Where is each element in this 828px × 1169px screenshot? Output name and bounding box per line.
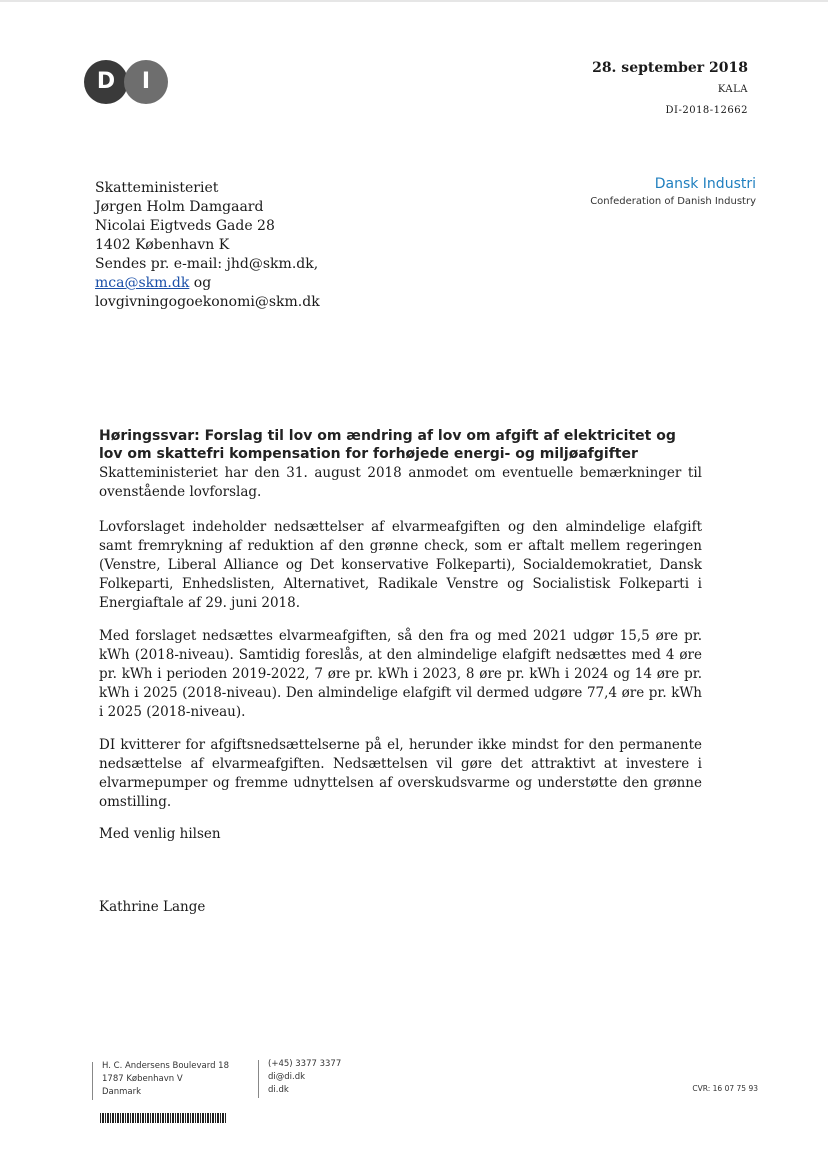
paragraph-1: Skatteministeriet har den 31. august 2018 anmodet om eventuelle bemærkninger til ovenstående lovforslag.	[99, 465, 702, 500]
paragraph-4: DI kvitterer for afgiftsnedsættelserne på el, herunder ikke mindst for den permanente nedsættelse af elvarmeafgiften. Nedsættelsen vil gøre det attraktivt at investere i elvarmepumper og fremme udnyttelsen af overskudsvarme og understøtte den grønne omstilling.	[99, 737, 702, 810]
barcode	[100, 1113, 226, 1123]
letter-subject: Høringssvar: Forslag til lov om ændring af lov om afgift af elektricitet og lov om skattefri kompensation for forhøjede energi- og miljøafgifter	[99, 428, 676, 462]
footer-phone: (+45) 3377 3377	[268, 1059, 342, 1069]
address-line: Jørgen Holm Damgaard	[95, 199, 264, 215]
address-line: Skatteministeriet	[95, 180, 219, 196]
footer-email: di@di.dk	[268, 1072, 306, 1082]
scan-top-edge	[0, 0, 828, 2]
paragraph-2: Lovforslaget indeholder nedsættelser af elvarmeafgiften og den almindelige elafgift samt fremrykning af reduktion af den grønne check, som er aftalt mellem regeringen (Venstre, Liberal Alliance og Det konservative Folkeparti), Socialdemokratiet, Dansk Folkeparti, Enhedslisten, Alternativet, Radikale Venstre og Socialistisk Folkeparti i Energiaftale af 29. juni 2018.	[99, 519, 702, 611]
address-line	[95, 274, 320, 293]
email-link[interactable]: mca@skm.dk	[95, 275, 190, 291]
letter-date: 28. september 2018	[592, 60, 748, 76]
footer-divider	[92, 1062, 93, 1100]
footer-city: 1787 København V	[102, 1074, 183, 1084]
address-line: Nicolai Eigtveds Gade 28	[95, 218, 275, 234]
footer-address	[102, 1060, 229, 1099]
recipient-address	[95, 179, 320, 312]
signer-name: Kathrine Lange	[99, 899, 206, 915]
di-logo	[84, 60, 170, 104]
reference-number: DI-2018-12662	[665, 105, 748, 116]
reference-initials: KALA	[717, 84, 748, 95]
footer-street: H. C. Andersens Boulevard 18	[102, 1061, 229, 1071]
brand-subtitle: Confederation of Danish Industry	[590, 196, 756, 207]
logo-circle-i: I	[124, 60, 168, 104]
brand-name: Dansk Industri	[654, 176, 756, 192]
footer-web: di.dk	[268, 1085, 289, 1095]
footer-country: Danmark	[102, 1087, 142, 1097]
address-line: Sendes pr. e-mail: jhd@skm.dk,	[95, 256, 319, 272]
link-suffix: og	[189, 275, 212, 291]
address-line: 1402 København K	[95, 237, 230, 253]
address-line: lovgivningogoekonomi@skm.dk	[95, 294, 320, 310]
paragraph-3: Med forslaget nedsættes elvarmeafgiften, så den fra og med 2021 udgør 15,5 øre pr. kWh (2018-niveau). Samtidig foreslås, at den almindelige elafgift nedsættes med 4 øre pr. kWh i perioden 2019-2022, 7 øre pr. kWh i 2023, 8 øre pr. kWh i 2024 og 14 øre pr. kWh i 2025 (2018-niveau). Den almindelige elafgift vil dermed udgøre 77,4 øre pr. kWh i 2025 (2018-niveau).	[99, 628, 702, 720]
footer-divider	[258, 1060, 259, 1098]
closing: Med venlig hilsen	[99, 826, 221, 842]
cvr-number: CVR: 16 07 75 93	[692, 1084, 758, 1093]
footer-contact	[268, 1058, 341, 1097]
logo-circle-d: D	[84, 60, 128, 104]
